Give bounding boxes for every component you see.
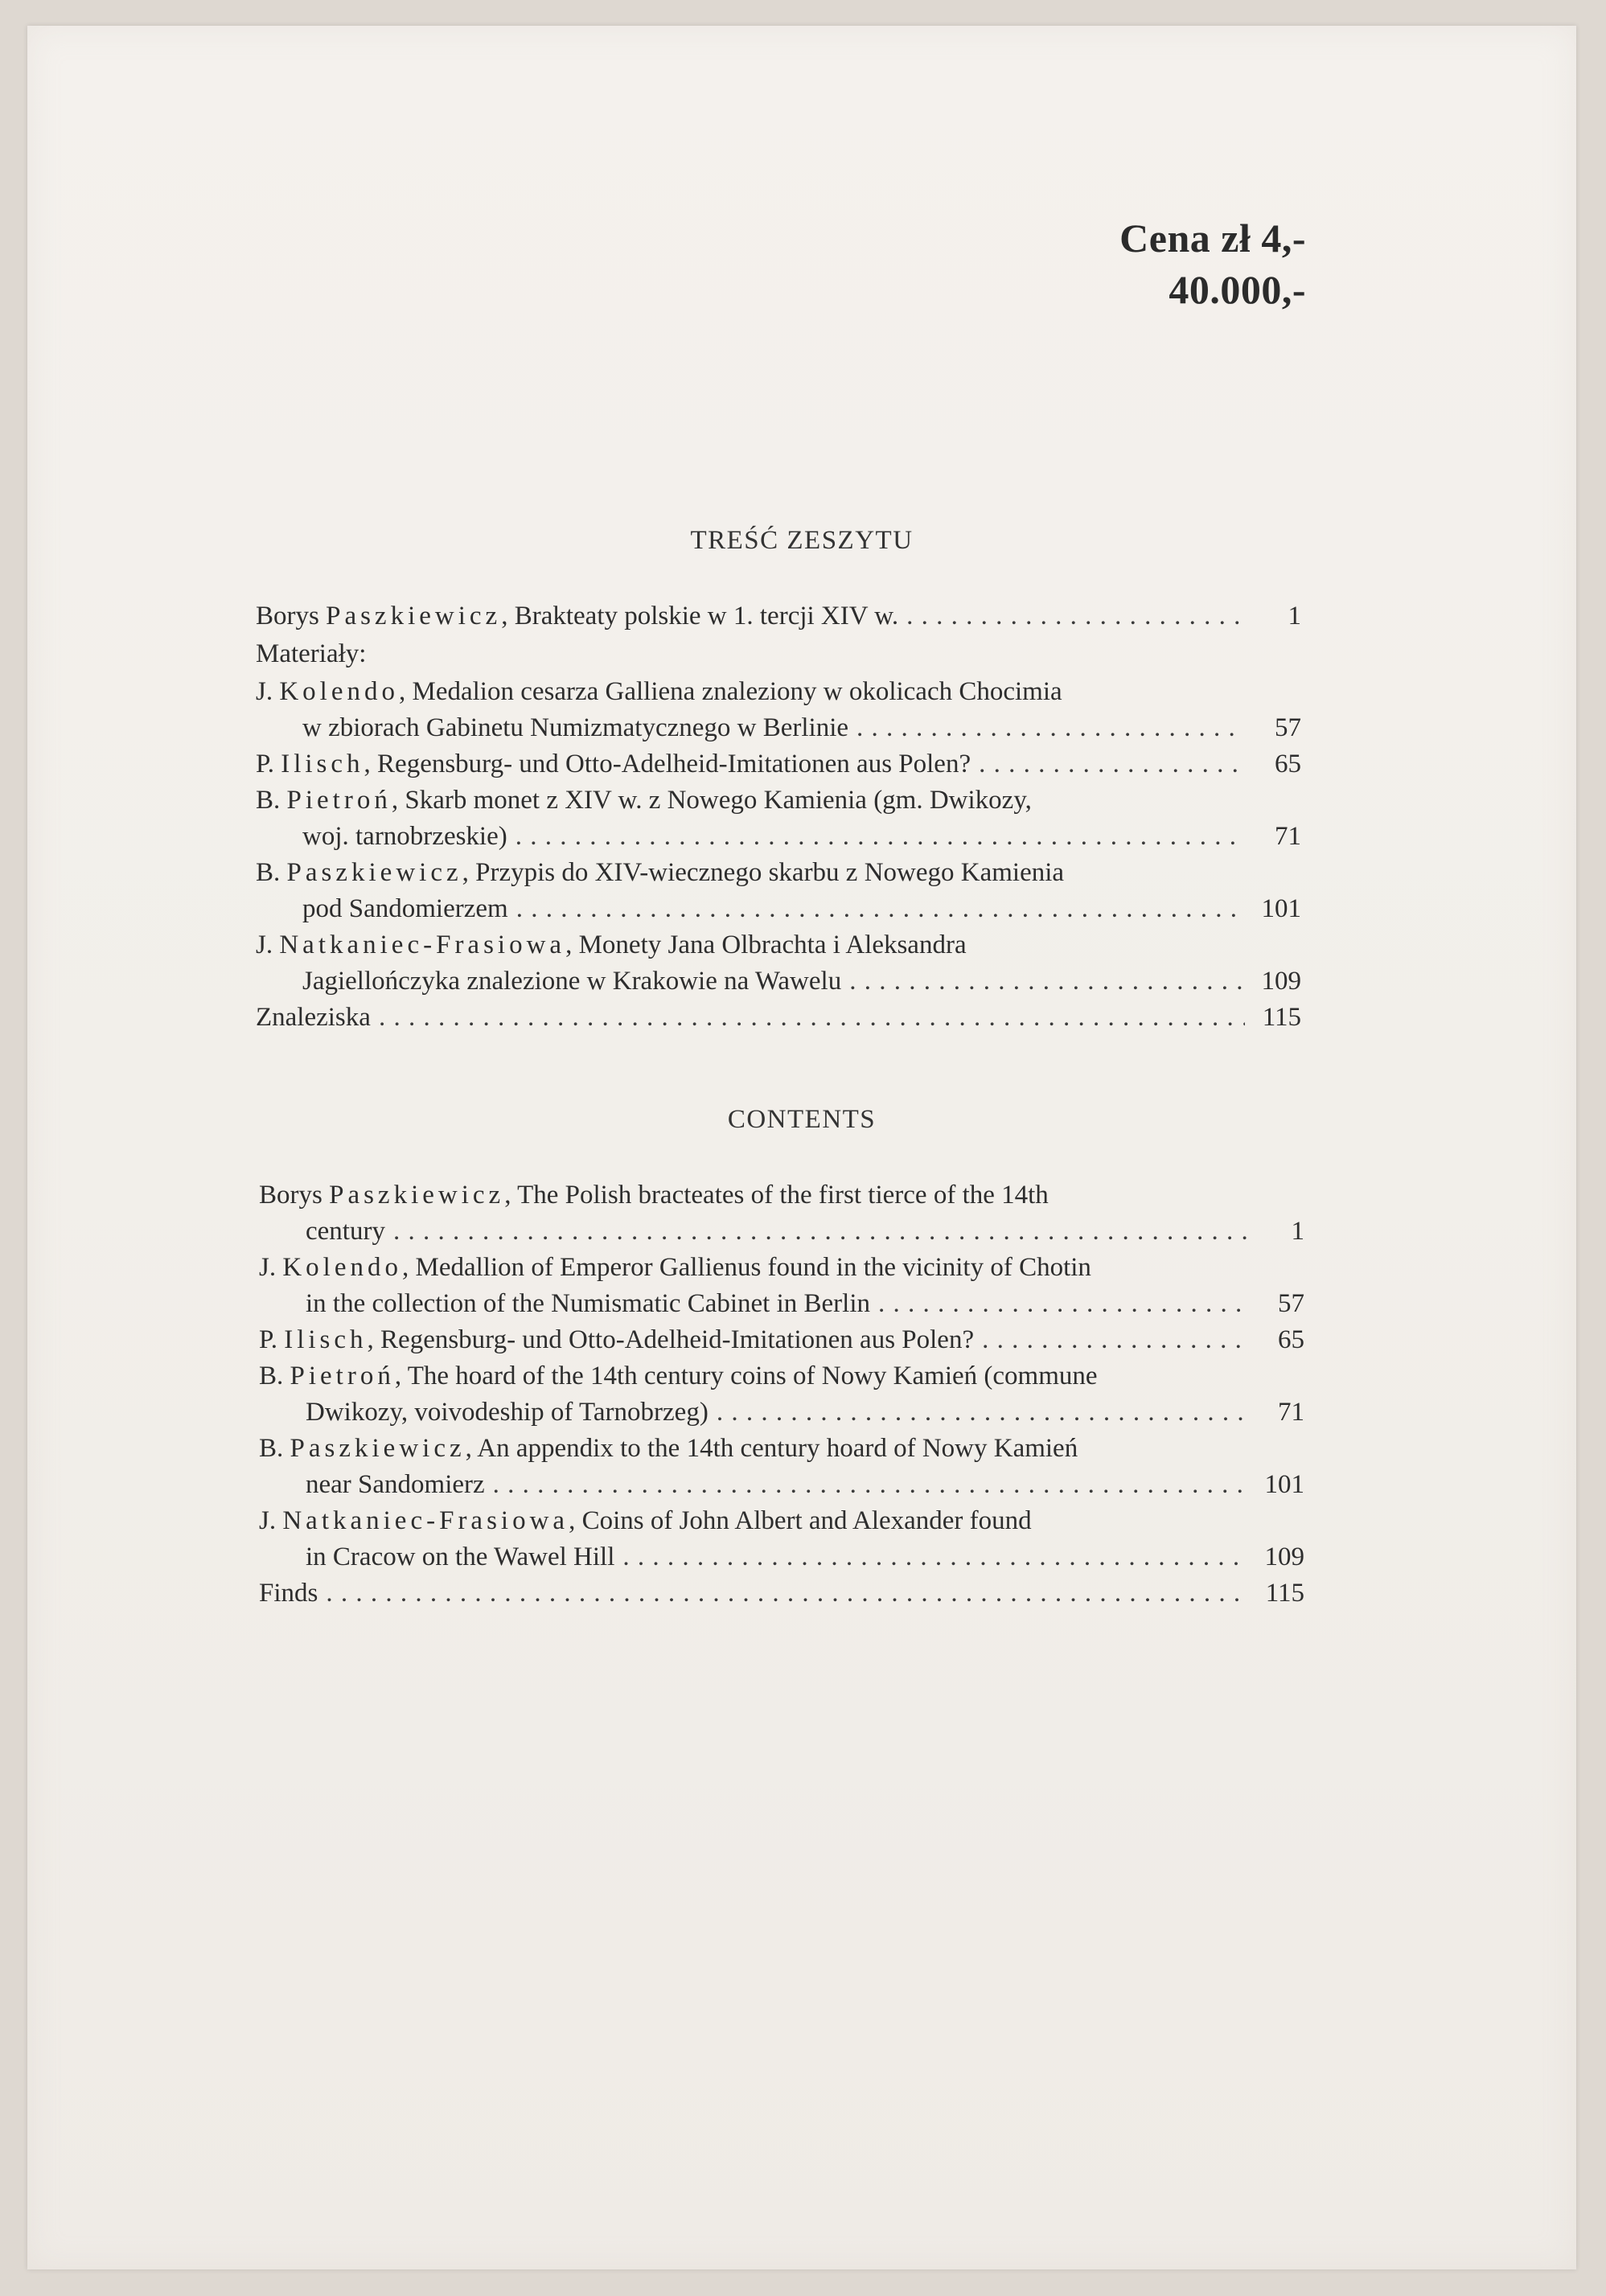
toc-entry[interactable]: [256, 674, 1301, 746]
leader-dots: [515, 819, 1245, 855]
entry-author: Kolendo: [279, 677, 399, 706]
leader-dots: [393, 1214, 1248, 1250]
entry-title: , Brakteaty polskie w 1. tercji XIV w.: [501, 602, 899, 630]
entry-initial: J.: [256, 677, 280, 706]
english-toc: [259, 1177, 1304, 1612]
entry-title: , Skarb monet z XIV w. z Nowego Kamienia (gm. Dwikozy,: [391, 786, 1032, 815]
entry-title-continued: woj. tarnobrzeskie): [302, 822, 507, 851]
polish-toc-heading: TREŚĆ ZESZYTU: [690, 526, 914, 555]
leader-dots: [493, 1467, 1248, 1503]
entry-title: , Regensburg- und Otto-Adelheid-Imitationen aus Polen?: [364, 750, 971, 778]
entry-title-continued: in the collection of the Numismatic Cabinet in Berlin: [306, 1289, 871, 1318]
toc-entry[interactable]: [256, 782, 1301, 855]
entry-title-continued: Dwikozy, voivodeship of Tarnobrzeg): [306, 1398, 709, 1427]
leader-dots: [878, 1286, 1248, 1322]
entry-author: Ilisch: [281, 750, 364, 778]
entry-initial: J.: [256, 930, 280, 959]
polish-toc: [256, 598, 1301, 1036]
entry-page-number: 109: [1264, 1542, 1304, 1571]
entry-author: Pietroń: [286, 786, 392, 815]
entry-title: , Przypis do XIV-wiecznego skarbu z Nowego Kamienia: [462, 858, 1065, 887]
price-block: [1119, 212, 1306, 315]
entry-title-continued: century: [306, 1217, 385, 1246]
leader-dots: [856, 710, 1245, 746]
entry-title: , Medallion of Emperor Gallienus found in the vicinity of Chotin: [402, 1253, 1091, 1282]
entry-page-number: 71: [1275, 822, 1301, 851]
entry-title-continued: Jagiellończyka znalezione w Krakowie na Wawelu: [302, 967, 842, 996]
entry-page-number: 115: [1265, 1579, 1304, 1608]
entry-author: Kolendo: [282, 1253, 402, 1282]
entry-initial: P.: [259, 1325, 285, 1354]
toc-entry[interactable]: [259, 1177, 1304, 1250]
entry-title: Znaleziska: [256, 1003, 371, 1032]
leader-dots: [906, 598, 1245, 635]
entry-title: , Monety Jana Olbrachta i Aleksandra: [565, 930, 967, 959]
entry-title-continued: pod Sandomierzem: [302, 894, 508, 923]
leader-dots: [982, 1322, 1248, 1358]
entry-initial: Borys: [256, 602, 327, 630]
toc-entry[interactable]: [259, 1431, 1304, 1503]
toc-entry[interactable]: [256, 927, 1301, 1000]
toc-entry[interactable]: [259, 1503, 1304, 1575]
toc-entry[interactable]: [256, 1000, 1301, 1036]
entry-title: , The hoard of the 14th century coins of Nowy Kamień (commune: [394, 1362, 1098, 1390]
leader-dots: [717, 1394, 1248, 1431]
leader-dots: [516, 891, 1245, 927]
entry-initial: Borys: [259, 1181, 330, 1210]
entry-page-number: 1: [1291, 1217, 1304, 1246]
entry-page-number: 109: [1261, 967, 1301, 996]
leader-dots: [849, 963, 1245, 1000]
toc-entry[interactable]: [259, 1575, 1304, 1612]
materials-label: Materiały:: [256, 639, 367, 668]
toc-entry[interactable]: [259, 1322, 1304, 1358]
entry-title-continued: w zbiorach Gabinetu Numizmatycznego w Berlinie: [302, 713, 849, 742]
price-line-2: 40.000,-: [1169, 267, 1306, 312]
entry-author: Natkaniec-Frasiowa: [279, 930, 566, 959]
entry-initial: B.: [256, 786, 287, 815]
entry-initial: B.: [259, 1434, 290, 1463]
entry-author: Natkaniec-Frasiowa: [282, 1506, 569, 1535]
toc-entry[interactable]: [256, 855, 1301, 927]
leader-dots: [379, 1000, 1245, 1036]
entry-author: Pietroń: [290, 1362, 395, 1390]
entry-author: Ilisch: [284, 1325, 368, 1354]
back-cover-page: [27, 26, 1576, 2269]
toc-entry[interactable]: [259, 1358, 1304, 1431]
entry-page-number: 1: [1288, 602, 1301, 630]
toc-section-label: [256, 636, 1301, 674]
toc-entry[interactable]: [256, 746, 1301, 782]
entry-author: Paszkiewicz: [326, 602, 502, 630]
entry-title: , An appendix to the 14th century hoard of Nowy Kamień: [465, 1434, 1078, 1463]
entry-page-number: 57: [1278, 1289, 1304, 1318]
entry-page-number: 71: [1278, 1398, 1304, 1427]
entry-initial: P.: [256, 750, 281, 778]
entry-title: , The Polish bracteates of the first tierce of the 14th: [504, 1181, 1049, 1210]
entry-page-number: 115: [1262, 1003, 1301, 1032]
entry-author: Paszkiewicz: [329, 1181, 505, 1210]
entry-page-number: 65: [1275, 750, 1301, 778]
toc-entry[interactable]: [259, 1250, 1304, 1322]
entry-title: , Medalion cesarza Galliena znaleziony w okolicach Chocimia: [399, 677, 1062, 706]
entry-initial: J.: [259, 1253, 283, 1282]
entry-title: , Regensburg- und Otto-Adelheid-Imitationen aus Polen?: [367, 1325, 975, 1354]
leader-dots: [326, 1575, 1248, 1612]
entry-author: Paszkiewicz: [290, 1434, 466, 1463]
price-line-1: Cena zł 4,-: [1119, 216, 1306, 261]
entry-page-number: 57: [1275, 713, 1301, 742]
toc-entry[interactable]: [256, 598, 1301, 636]
entry-page-number: 101: [1261, 894, 1301, 923]
entry-title: , Coins of John Albert and Alexander found: [569, 1506, 1032, 1535]
entry-page-number: 65: [1278, 1325, 1304, 1354]
entry-initial: B.: [256, 858, 287, 887]
leader-dots: [979, 746, 1245, 782]
entry-title-continued: in Cracow on the Wawel Hill: [306, 1542, 615, 1571]
entry-initial: J.: [259, 1506, 283, 1535]
entry-title: Finds: [259, 1579, 318, 1608]
leader-dots: [622, 1539, 1248, 1575]
entry-page-number: 101: [1264, 1470, 1304, 1499]
entry-initial: B.: [259, 1362, 290, 1390]
entry-author: Paszkiewicz: [286, 858, 462, 887]
entry-title-continued: near Sandomierz: [306, 1470, 485, 1499]
english-toc-heading: CONTENTS: [727, 1105, 877, 1134]
